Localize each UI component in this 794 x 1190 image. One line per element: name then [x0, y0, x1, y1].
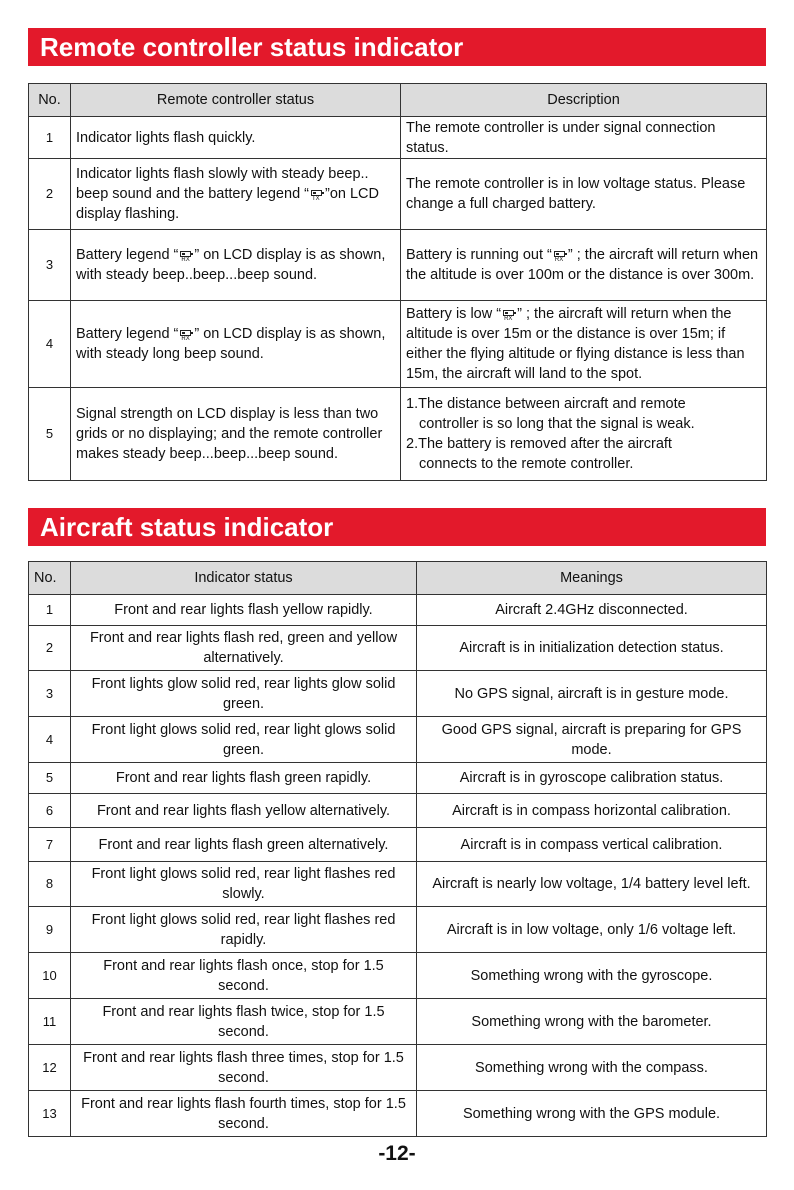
description-text: [401, 301, 767, 388]
table-row: [29, 626, 767, 671]
table-row: [29, 862, 767, 907]
status-text-after: ”on LCD display flashing.: [76, 186, 379, 222]
meaning-text: Aircraft is in gyroscope calibration status.: [417, 763, 767, 794]
meaning-text: Aircraft is in low voltage, only 1/6 voltage left.: [417, 907, 767, 953]
description-text: The remote controller is under signal connection status.: [401, 117, 767, 159]
table-row: [29, 1091, 767, 1137]
status-text: Front and rear lights flash green rapidly.: [71, 763, 417, 794]
status-text: Front and rear lights flash yellow rapidly.: [71, 595, 417, 626]
battery-rx-icon: [501, 309, 517, 320]
description-line: 2.The battery is removed after the aircraft: [406, 436, 672, 452]
table-row: [29, 794, 767, 828]
row-number: 4: [29, 717, 71, 763]
header-no: No.: [29, 84, 71, 117]
status-text: Front light glows solid red, rear light flashes red slowly.: [71, 862, 417, 907]
table-header-row: [29, 84, 767, 117]
status-text: Indicator lights flash quickly.: [71, 117, 401, 159]
description-text: [401, 388, 767, 481]
row-number: 7: [29, 828, 71, 862]
table-row: [29, 999, 767, 1045]
meaning-text: Something wrong with the gyroscope.: [417, 953, 767, 999]
battery-tx-icon: [309, 189, 325, 200]
status-text-before: Battery legend “: [76, 326, 179, 342]
meaning-text: No GPS signal, aircraft is in gesture mode.: [417, 671, 767, 717]
table-row: [29, 1045, 767, 1091]
status-text: Front and rear lights flash twice, stop for 1.5 second.: [71, 999, 417, 1045]
meaning-text: Something wrong with the barometer.: [417, 999, 767, 1045]
table-row: [29, 953, 767, 999]
meaning-text: Aircraft is nearly low voltage, 1/4 battery level left.: [417, 862, 767, 907]
header-status: Remote controller status: [71, 84, 401, 117]
table-header-row: [29, 562, 767, 595]
status-text: [71, 230, 401, 301]
row-number: 2: [29, 626, 71, 671]
status-text: Front lights glow solid red, rear lights glow solid green.: [71, 671, 417, 717]
status-text-before: Indicator lights flash slowly with steady beep.. beep sound and the battery legend “: [76, 166, 369, 202]
description-text-after: ” ; the aircraft will return when the altitude is over 100m or the distance is over 300m.: [406, 247, 759, 283]
row-number: 5: [29, 763, 71, 794]
row-number: 8: [29, 862, 71, 907]
meaning-text: Something wrong with the compass.: [417, 1045, 767, 1091]
header-description: Description: [401, 84, 767, 117]
aircraft-status-table: [28, 561, 767, 1137]
battery-icon-label: RX: [504, 316, 513, 322]
row-number: 6: [29, 794, 71, 828]
row-number: 1: [29, 595, 71, 626]
status-text: Front and rear lights flash yellow alternatively.: [71, 794, 417, 828]
header-meanings: Meanings: [417, 562, 767, 595]
row-number: 12: [29, 1045, 71, 1091]
description-line: controller is so long that the signal is weak.: [419, 416, 695, 432]
table-row: [29, 117, 767, 159]
table-row: [29, 717, 767, 763]
table-row: [29, 388, 767, 481]
status-text-before: Battery legend “: [76, 247, 179, 263]
row-number: 11: [29, 999, 71, 1045]
description-line: 1.The distance between aircraft and remote: [406, 396, 686, 412]
description-text: The remote controller is in low voltage status. Please change a full charged battery.: [401, 159, 767, 230]
table-row: [29, 763, 767, 794]
description-text-after: ” ; the aircraft will return when the altitude is over 15m or the distance is over 15m; if either the flying altitude or flying distance is less than 15m, the aircraft will land to the spot.: [406, 306, 745, 382]
status-text: Front and rear lights flash fourth times, stop for 1.5 second.: [71, 1091, 417, 1137]
header-no: No.: [29, 562, 71, 595]
status-text: Front and rear lights flash three times, stop for 1.5 second.: [71, 1045, 417, 1091]
meaning-text: Good GPS signal, aircraft is preparing for GPS mode.: [417, 717, 767, 763]
meaning-text: Aircraft is in compass horizontal calibration.: [417, 794, 767, 828]
status-text: [71, 159, 401, 230]
table-row: [29, 671, 767, 717]
status-text: Signal strength on LCD display is less than two grids or no displaying; and the remote controller makes steady beep...beep...beep sound.: [71, 388, 401, 481]
row-number: 1: [29, 117, 71, 159]
table-row: [29, 595, 767, 626]
row-number: 2: [29, 159, 71, 230]
status-text: Front and rear lights flash red, green and yellow alternatively.: [71, 626, 417, 671]
row-number: 5: [29, 388, 71, 481]
status-text: Front light glows solid red, rear light flashes red rapidly.: [71, 907, 417, 953]
battery-rx-icon: [178, 250, 194, 261]
meaning-text: Aircraft 2.4GHz disconnected.: [417, 595, 767, 626]
description-text: [401, 230, 767, 301]
page-number: -12-: [378, 1142, 416, 1165]
battery-rx-icon: [178, 329, 194, 340]
status-text: Front light glows solid red, rear light glows solid green.: [71, 717, 417, 763]
table-row: [29, 828, 767, 862]
row-number: 3: [29, 671, 71, 717]
status-text: Front and rear lights flash once, stop for 1.5 second.: [71, 953, 417, 999]
status-text: [71, 301, 401, 388]
battery-icon-label: RX: [554, 257, 564, 263]
row-number: 4: [29, 301, 71, 388]
description-line: connects to the remote controller.: [419, 456, 634, 472]
table-row: [29, 907, 767, 953]
status-text-after: ” on LCD display is as shown, with steady long beep sound.: [76, 326, 386, 362]
header-indicator-status: Indicator status: [71, 562, 417, 595]
row-number: 9: [29, 907, 71, 953]
battery-icon-label: TX: [311, 196, 320, 202]
row-number: 13: [29, 1091, 71, 1137]
section-title-aircraft: Aircraft status indicator: [28, 508, 766, 546]
table-row: [29, 230, 767, 301]
section-title-remote-controller: Remote controller status indicator: [28, 28, 766, 66]
remote-controller-status-table: [28, 83, 767, 481]
status-text: Front and rear lights flash green alternatively.: [71, 828, 417, 862]
meaning-text: Aircraft is in initialization detection status.: [417, 626, 767, 671]
battery-rx-icon: [552, 250, 568, 261]
description-text-before: Battery is running out “: [406, 247, 552, 263]
meaning-text: Something wrong with the GPS module.: [417, 1091, 767, 1137]
description-text-before: Battery is low “: [406, 306, 502, 322]
battery-icon-label: RX: [181, 257, 190, 263]
row-number: 10: [29, 953, 71, 999]
status-text-after: ” on LCD display is as shown, with steady beep..beep...beep sound.: [76, 247, 386, 283]
battery-icon-label: RX: [181, 336, 190, 342]
row-number: 3: [29, 230, 71, 301]
table-row: [29, 301, 767, 388]
meaning-text: Aircraft is in compass vertical calibration.: [417, 828, 767, 862]
table-row: [29, 159, 767, 230]
